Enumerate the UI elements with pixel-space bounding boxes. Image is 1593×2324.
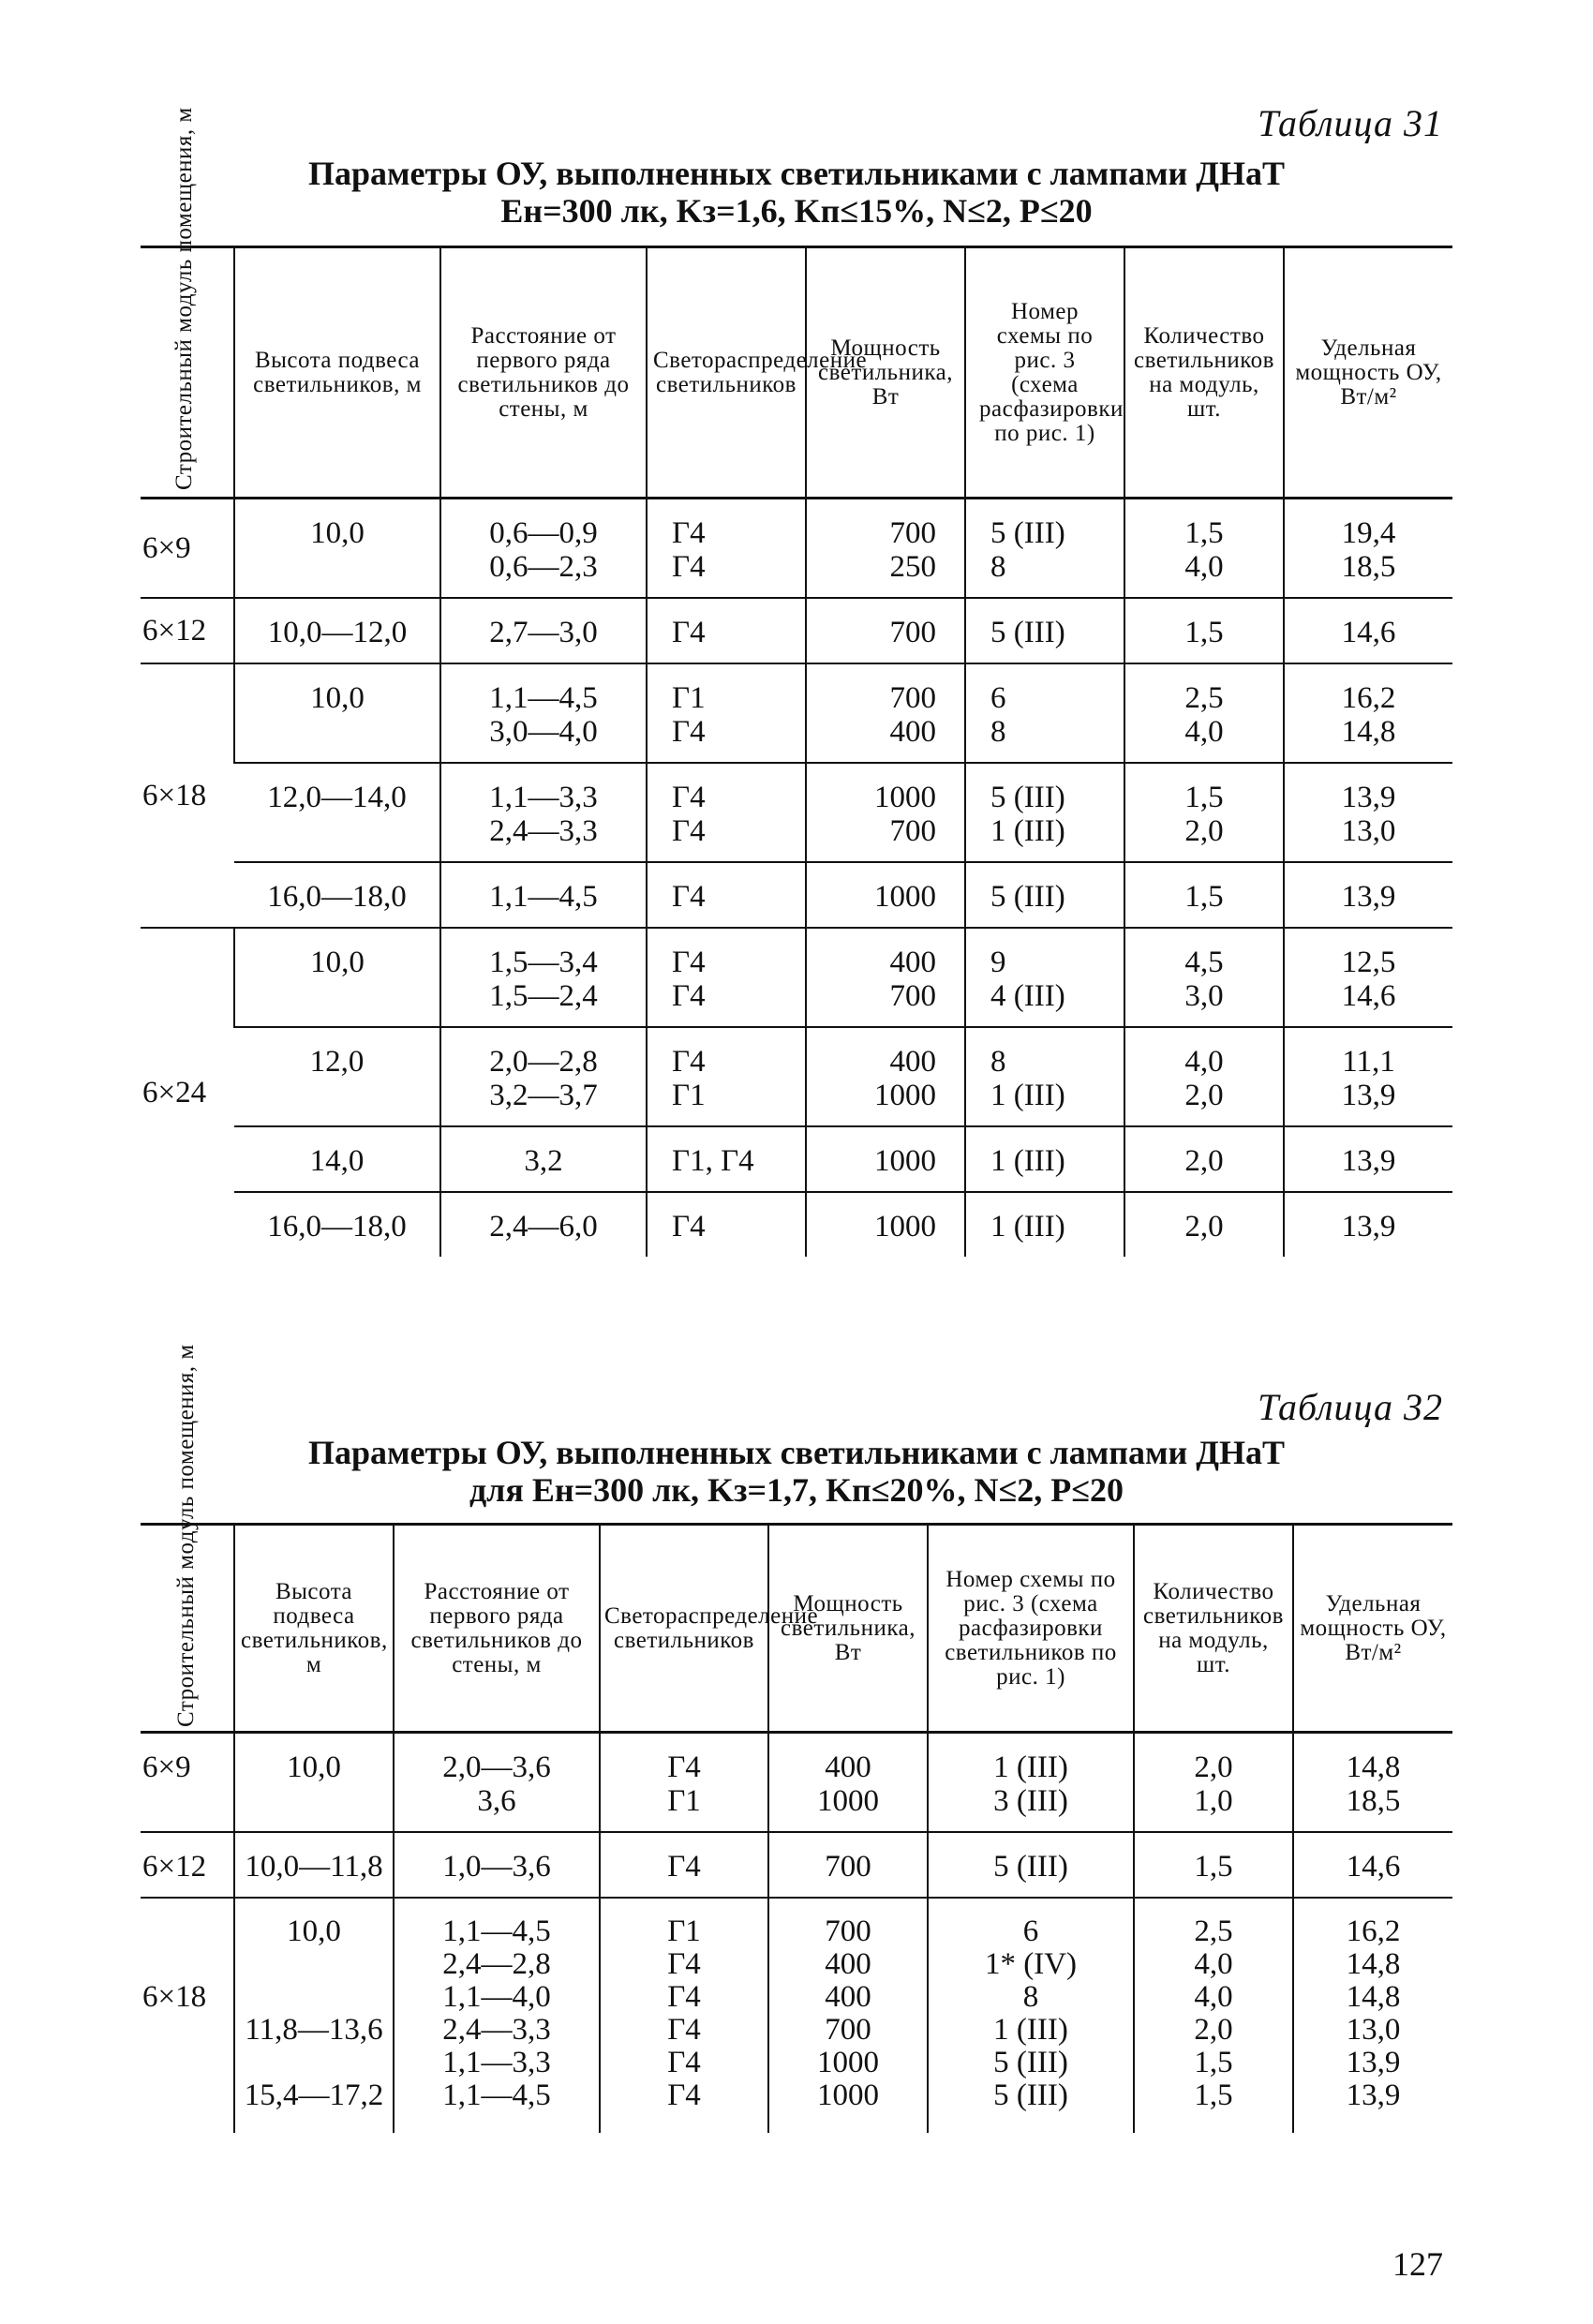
specific-cell bbox=[1284, 598, 1452, 663]
height-cell bbox=[234, 663, 440, 763]
count-value: 2,5 4,0 bbox=[1184, 681, 1224, 749]
distance-cell bbox=[440, 1192, 647, 1257]
power-cell bbox=[768, 1733, 928, 1833]
height-value: 16,0—18,0 bbox=[267, 880, 407, 914]
power-cell bbox=[806, 1192, 965, 1257]
table-31-body bbox=[141, 499, 1452, 1258]
distance-value: 0,6—0,9 0,6—2,3 bbox=[489, 516, 598, 584]
distance-value: 2,0—3,6 3,6 bbox=[442, 1750, 551, 1818]
count-cell bbox=[1134, 1832, 1293, 1898]
specific-cell bbox=[1284, 1027, 1452, 1126]
table-row bbox=[141, 1126, 1452, 1192]
distribution-value: Г4 Г1 bbox=[672, 1045, 706, 1112]
height-value: 10,0 bbox=[310, 946, 365, 979]
specific-value: 14,6 bbox=[1346, 1850, 1401, 1884]
count-cell bbox=[1124, 1027, 1284, 1126]
header-module: Строительный модуль помещения, м bbox=[141, 1525, 234, 1733]
power-value: 1000 bbox=[874, 880, 936, 914]
height-cell bbox=[234, 1126, 440, 1192]
specific-cell bbox=[1284, 1192, 1452, 1257]
table-row bbox=[141, 1027, 1452, 1126]
specific-value: 14,6 bbox=[1341, 616, 1396, 649]
specific-value: 16,2 14,8 bbox=[1341, 681, 1396, 749]
power-value: 700 250 bbox=[889, 516, 936, 584]
distance-cell bbox=[440, 1126, 647, 1192]
module-value: 6×18 bbox=[142, 778, 207, 812]
distribution-cell bbox=[647, 763, 806, 862]
table-row bbox=[141, 499, 1452, 599]
height-value: 10,0 11,8—13,6 15,4—17,2 bbox=[244, 1914, 384, 2112]
module-value: 6×12 bbox=[142, 1850, 207, 1884]
table-32-subtitle: для Eн=300 лк, Kз=1,7, Kп≤20%, N≤2, P≤20 bbox=[469, 1471, 1124, 1509]
distance-cell bbox=[440, 928, 647, 1027]
distribution-cell bbox=[647, 499, 806, 599]
specific-value: 13,9 bbox=[1341, 1210, 1396, 1244]
distribution-cell bbox=[647, 1027, 806, 1126]
height-value: 10,0—12,0 bbox=[267, 616, 408, 649]
header-module: Строительный модуль помещения, м bbox=[141, 247, 234, 499]
count-cell bbox=[1124, 1192, 1284, 1257]
scheme-cell bbox=[965, 1192, 1124, 1257]
height-cell bbox=[234, 499, 440, 599]
header-distribution: Светораспределение светильников bbox=[600, 1525, 768, 1733]
table-32-body bbox=[141, 1733, 1452, 2134]
module-cell bbox=[141, 499, 234, 599]
power-value: 700 400 400 700 1000 1000 bbox=[817, 1914, 879, 2112]
header-power: Мощность светильника, Вт bbox=[768, 1525, 928, 1733]
height-cell bbox=[234, 1832, 394, 1898]
power-value: 1000 700 bbox=[874, 781, 936, 848]
specific-value: 12,5 14,6 bbox=[1341, 946, 1396, 1013]
specific-value: 13,9 bbox=[1341, 1144, 1396, 1178]
power-value: 1000 bbox=[874, 1144, 936, 1178]
distance-value: 1,1—4,5 2,4—2,8 1,1—4,0 2,4—3,3 1,1—3,3 1,1—4,5 bbox=[442, 1914, 551, 2112]
power-cell bbox=[768, 1898, 928, 2133]
distance-value: 1,1—4,5 3,0—4,0 bbox=[489, 681, 598, 749]
distance-value: 2,4—6,0 bbox=[489, 1210, 598, 1244]
height-value: 10,0 bbox=[310, 516, 365, 550]
scheme-cell bbox=[965, 862, 1124, 928]
distribution-value: Г4 bbox=[672, 880, 706, 914]
table-row bbox=[141, 928, 1452, 1027]
distance-cell bbox=[440, 598, 647, 663]
scheme-cell bbox=[928, 1733, 1134, 1833]
count-value: 1,5 bbox=[1194, 1850, 1233, 1884]
table-32-label: Таблица 32 bbox=[1258, 1386, 1443, 1428]
count-value: 4,5 3,0 bbox=[1184, 946, 1224, 1013]
module-cell bbox=[141, 1733, 234, 1833]
power-cell bbox=[806, 1027, 965, 1126]
distribution-cell bbox=[600, 1832, 768, 1898]
count-value: 1,5 bbox=[1184, 616, 1224, 649]
power-cell bbox=[806, 499, 965, 599]
height-value: 16,0—18,0 bbox=[267, 1210, 407, 1244]
height-value: 10,0 bbox=[287, 1750, 341, 1784]
scheme-cell bbox=[928, 1898, 1134, 2133]
table-31-label: Таблица 31 bbox=[1258, 102, 1443, 144]
table-row bbox=[141, 663, 1452, 763]
distance-cell bbox=[394, 1733, 600, 1833]
scheme-value: 5 (III) 8 bbox=[990, 516, 1065, 584]
scheme-cell bbox=[965, 598, 1124, 663]
distance-value: 1,1—3,3 2,4—3,3 bbox=[489, 781, 598, 848]
height-cell bbox=[234, 1733, 394, 1833]
module-cell bbox=[141, 663, 234, 928]
specific-cell bbox=[1293, 1832, 1452, 1898]
specific-cell bbox=[1284, 763, 1452, 862]
scheme-value: 9 4 (III) bbox=[990, 946, 1065, 1013]
height-value: 12,0—14,0 bbox=[267, 781, 407, 814]
count-value: 1,5 bbox=[1184, 880, 1224, 914]
distance-cell bbox=[440, 499, 647, 599]
distribution-cell bbox=[600, 1898, 768, 2133]
count-cell bbox=[1124, 598, 1284, 663]
distribution-value: Г1 Г4 Г4 Г4 Г4 Г4 bbox=[667, 1914, 701, 2112]
count-value: 2,0 bbox=[1184, 1144, 1224, 1178]
power-value: 400 1000 bbox=[817, 1750, 879, 1818]
table-31-title bbox=[141, 155, 1452, 230]
distribution-cell bbox=[647, 663, 806, 763]
distance-cell bbox=[440, 1027, 647, 1126]
module-value: 6×9 bbox=[142, 530, 191, 565]
height-cell bbox=[234, 1192, 440, 1257]
header-height: Высота подвеса светильников, м bbox=[234, 247, 440, 499]
distance-cell bbox=[394, 1898, 600, 2133]
module-cell bbox=[141, 1898, 234, 2133]
count-cell bbox=[1134, 1733, 1293, 1833]
power-cell bbox=[768, 1832, 928, 1898]
header-specific: Удельная мощность ОУ, Вт/м² bbox=[1284, 247, 1452, 499]
specific-value: 13,9 13,0 bbox=[1341, 781, 1396, 848]
scheme-value: 6 8 bbox=[990, 681, 1006, 749]
specific-value: 14,8 18,5 bbox=[1346, 1750, 1401, 1818]
distribution-cell bbox=[600, 1733, 768, 1833]
scheme-cell bbox=[965, 1027, 1124, 1126]
module-cell bbox=[141, 928, 234, 1257]
table-row bbox=[141, 862, 1452, 928]
specific-cell bbox=[1284, 1126, 1452, 1192]
table-row bbox=[141, 1192, 1452, 1257]
scheme-cell bbox=[928, 1832, 1134, 1898]
scheme-value: 1 (III) 3 (III) bbox=[993, 1750, 1068, 1818]
power-value: 700 bbox=[889, 616, 936, 649]
scheme-value: 1 (III) bbox=[990, 1210, 1065, 1244]
power-cell bbox=[806, 928, 965, 1027]
page-number: 127 bbox=[1392, 2245, 1443, 2283]
header-scheme: Номер схемы по рис. 3 (схема расфазировки по рис. 1) bbox=[965, 247, 1124, 499]
count-value: 2,5 4,0 4,0 2,0 1,5 1,5 bbox=[1194, 1914, 1233, 2112]
distribution-cell bbox=[647, 928, 806, 1027]
distance-value: 3,2 bbox=[524, 1144, 563, 1178]
power-cell bbox=[806, 1126, 965, 1192]
count-value: 1,5 2,0 bbox=[1184, 781, 1224, 848]
height-value: 10,0 bbox=[310, 681, 365, 715]
scheme-cell bbox=[965, 763, 1124, 862]
count-cell bbox=[1124, 862, 1284, 928]
distribution-value: Г4 Г4 bbox=[672, 946, 706, 1013]
distribution-value: Г1, Г4 bbox=[672, 1144, 754, 1178]
distance-cell bbox=[440, 663, 647, 763]
distribution-cell bbox=[647, 598, 806, 663]
distribution-value: Г4 bbox=[672, 1210, 706, 1244]
specific-cell bbox=[1293, 1733, 1452, 1833]
module-value: 6×24 bbox=[142, 1075, 207, 1110]
header-distribution: Светораспределение светильников bbox=[647, 247, 806, 499]
specific-cell bbox=[1284, 663, 1452, 763]
power-value: 1000 bbox=[874, 1210, 936, 1244]
table-32-title-line: Параметры ОУ, выполненных светильниками с лампами ДНаТ bbox=[307, 1434, 1286, 1471]
module-value: 6×9 bbox=[142, 1750, 191, 1784]
distance-cell bbox=[440, 763, 647, 862]
header-distance: Расстояние от первого ряда светильников до стены, м bbox=[440, 247, 647, 499]
distance-cell bbox=[440, 862, 647, 928]
count-cell bbox=[1124, 663, 1284, 763]
table-row bbox=[141, 1733, 1452, 1833]
power-cell bbox=[806, 663, 965, 763]
distribution-cell bbox=[647, 1126, 806, 1192]
distribution-cell bbox=[647, 1192, 806, 1257]
header-height: Высота подвеса светильников, м bbox=[234, 1525, 394, 1733]
distribution-value: Г1 Г4 bbox=[672, 681, 706, 749]
power-value: 400 1000 bbox=[874, 1045, 936, 1112]
distribution-value: Г4 Г4 bbox=[672, 781, 706, 848]
specific-cell bbox=[1284, 862, 1452, 928]
specific-cell bbox=[1293, 1898, 1452, 2133]
power-cell bbox=[806, 763, 965, 862]
module-cell bbox=[141, 598, 234, 663]
module-cell bbox=[141, 1832, 234, 1898]
count-cell bbox=[1134, 1898, 1293, 2133]
scheme-cell bbox=[965, 928, 1124, 1027]
table-row bbox=[141, 1832, 1452, 1898]
height-cell bbox=[234, 1898, 394, 2133]
height-cell bbox=[234, 763, 440, 862]
height-cell bbox=[234, 598, 440, 663]
specific-cell bbox=[1284, 928, 1452, 1027]
count-value: 1,5 4,0 bbox=[1184, 516, 1224, 584]
power-value: 700 400 bbox=[889, 681, 936, 749]
table-31-title-line: Параметры ОУ, выполненных светильниками с лампами ДНаТ bbox=[307, 155, 1286, 192]
height-value: 14,0 bbox=[309, 1144, 365, 1178]
height-cell bbox=[234, 1027, 440, 1126]
header-count: Количество светильников на модуль, шт. bbox=[1134, 1525, 1293, 1733]
scheme-cell bbox=[965, 1126, 1124, 1192]
distribution-value: Г4 bbox=[672, 616, 706, 649]
scheme-value: 5 (III) bbox=[993, 1850, 1068, 1884]
distance-value: 1,0—3,6 bbox=[442, 1850, 551, 1884]
power-cell bbox=[806, 862, 965, 928]
count-cell bbox=[1124, 763, 1284, 862]
header-distance: Расстояние от первого ряда светильников до стены, м bbox=[394, 1525, 600, 1733]
module-value: 6×12 bbox=[142, 613, 207, 648]
count-cell bbox=[1124, 928, 1284, 1027]
distance-cell bbox=[394, 1832, 600, 1898]
count-cell bbox=[1124, 499, 1284, 599]
count-value: 2,0 bbox=[1184, 1210, 1224, 1244]
scheme-cell bbox=[965, 499, 1124, 599]
specific-value: 19,4 18,5 bbox=[1341, 516, 1396, 584]
header-count: Количество светильников на модуль, шт. bbox=[1124, 247, 1284, 499]
header-scheme: Номер схемы по рис. 3 (схема расфазировки светильников по рис. 1) bbox=[928, 1525, 1134, 1733]
scheme-value: 1 (III) bbox=[990, 1144, 1065, 1178]
distance-value: 1,5—3,4 1,5—2,4 bbox=[489, 946, 598, 1013]
table-31-subtitle: Eн=300 лк, Kз=1,6, Kп≤15%, N≤2, P≤20 bbox=[500, 192, 1093, 230]
height-value: 10,0—11,8 bbox=[245, 1850, 383, 1884]
table-row bbox=[141, 1898, 1452, 2133]
scheme-value: 5 (III) bbox=[990, 880, 1065, 914]
count-value: 2,0 1,0 bbox=[1194, 1750, 1233, 1818]
power-cell bbox=[806, 598, 965, 663]
height-cell bbox=[234, 862, 440, 928]
specific-cell bbox=[1284, 499, 1452, 599]
count-value: 4,0 2,0 bbox=[1184, 1045, 1224, 1112]
height-cell bbox=[234, 928, 440, 1027]
scheme-value: 8 1 (III) bbox=[990, 1045, 1065, 1112]
header-power: Мощность светильника, Вт bbox=[806, 247, 965, 499]
height-value: 12,0 bbox=[309, 1045, 365, 1079]
distance-value: 2,0—2,8 3,2—3,7 bbox=[489, 1045, 598, 1112]
table-32-title bbox=[141, 1434, 1452, 1509]
distribution-value: Г4 Г4 bbox=[672, 516, 706, 584]
header-specific: Удельная мощность ОУ, Вт/м² bbox=[1293, 1525, 1452, 1733]
specific-value: 11,1 13,9 bbox=[1341, 1045, 1396, 1112]
distribution-cell bbox=[647, 862, 806, 928]
module-value: 6×18 bbox=[142, 1979, 207, 2014]
scheme-value: 5 (III) 1 (III) bbox=[990, 781, 1065, 848]
specific-value: 16,2 14,8 14,8 13,0 13,9 13,9 bbox=[1346, 1914, 1401, 2112]
power-value: 700 bbox=[825, 1850, 871, 1884]
scheme-value: 5 (III) bbox=[990, 616, 1065, 649]
table-row bbox=[141, 598, 1452, 663]
table-row bbox=[141, 763, 1452, 862]
count-cell bbox=[1124, 1126, 1284, 1192]
scheme-cell bbox=[965, 663, 1124, 763]
distribution-value: Г4 bbox=[667, 1850, 701, 1884]
specific-value: 13,9 bbox=[1341, 880, 1396, 914]
distance-value: 1,1—4,5 bbox=[489, 880, 598, 914]
scheme-value: 6 1* (IV) 8 1 (III) 5 (III) 5 (III) bbox=[984, 1914, 1078, 2112]
power-value: 400 700 bbox=[889, 946, 936, 1013]
distribution-value: Г4 Г1 bbox=[667, 1750, 701, 1818]
distance-value: 2,7—3,0 bbox=[489, 616, 598, 649]
